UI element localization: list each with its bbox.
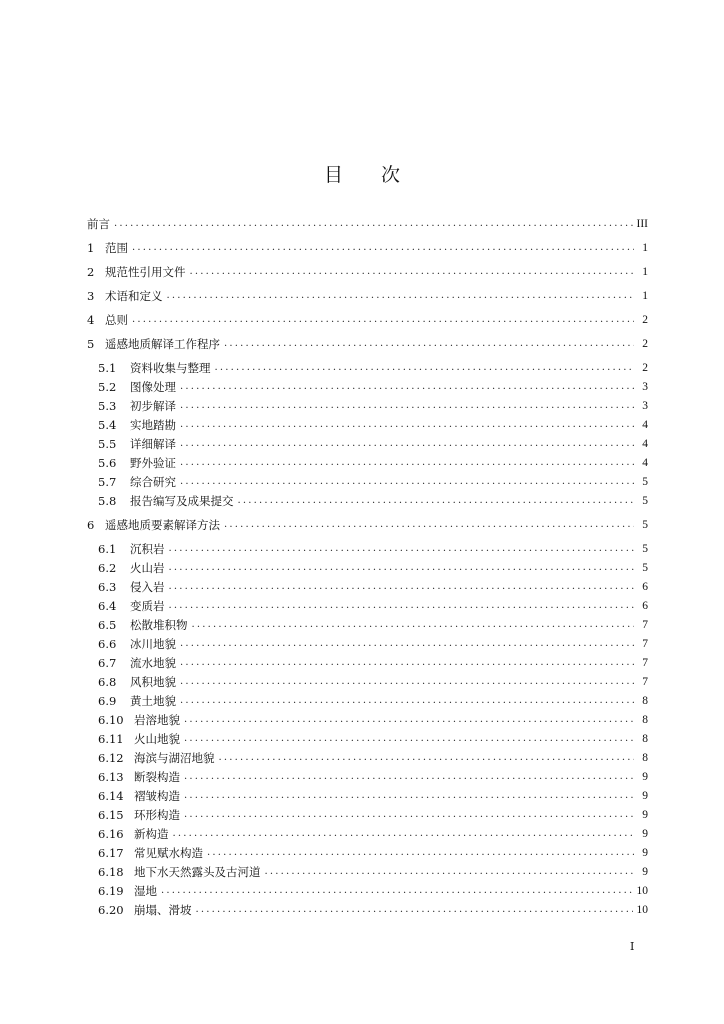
toc-entry-page: 9 bbox=[642, 828, 648, 840]
toc-entry[interactable] bbox=[87, 692, 648, 710]
toc-entry-label: 岩溶地貌 bbox=[134, 713, 180, 727]
toc-entry-label: 实地踏勘 bbox=[130, 418, 176, 432]
toc-entry-number: 6.20 bbox=[98, 903, 124, 917]
toc-entry-page: 6 bbox=[642, 581, 648, 593]
toc-entry-page: 10 bbox=[636, 904, 648, 916]
title-left-char: 目 bbox=[323, 164, 343, 186]
toc-leader-dots bbox=[180, 673, 634, 691]
toc-entry-page: 8 bbox=[642, 714, 648, 726]
toc-leader-dots bbox=[169, 559, 635, 577]
toc-leader-dots bbox=[180, 378, 634, 396]
toc-leader-dots bbox=[167, 287, 635, 305]
toc-leader-dots bbox=[196, 901, 633, 919]
toc-leader-dots bbox=[180, 397, 634, 415]
toc-entry-number: 5.2 bbox=[98, 380, 117, 394]
toc-entry[interactable] bbox=[87, 559, 648, 577]
toc-entry[interactable] bbox=[87, 597, 648, 615]
toc-leader-dots bbox=[238, 492, 635, 510]
toc-entry[interactable] bbox=[87, 749, 648, 767]
toc-leader-dots bbox=[184, 711, 634, 729]
toc-leader-dots bbox=[184, 806, 634, 824]
toc-entry-label: 侵入岩 bbox=[130, 580, 165, 594]
toc-entry-label: 资料收集与整理 bbox=[130, 361, 211, 375]
toc-entry[interactable] bbox=[87, 435, 648, 453]
toc-leader-dots bbox=[169, 597, 635, 615]
toc-entry-page: 1 bbox=[642, 266, 648, 278]
toc-entry-label: 变质岩 bbox=[130, 599, 165, 613]
toc-entry[interactable] bbox=[87, 473, 648, 491]
toc-entry-page: 4 bbox=[642, 438, 648, 450]
toc-entry[interactable] bbox=[87, 454, 648, 472]
toc-entry-number: 6.13 bbox=[98, 770, 124, 784]
toc-entry[interactable] bbox=[87, 635, 648, 653]
toc-entry-page: 5 bbox=[642, 562, 648, 574]
toc-entry-label: 遥感地质要素解译方法 bbox=[105, 518, 220, 532]
toc-entry-page: III bbox=[636, 218, 648, 230]
toc-entry-number: 6 bbox=[87, 518, 95, 532]
toc-entry-page: 4 bbox=[642, 419, 648, 431]
toc-entry-label: 风积地貌 bbox=[130, 675, 176, 689]
toc-leader-dots bbox=[180, 454, 634, 472]
toc-entry-label: 综合研究 bbox=[130, 475, 176, 489]
toc-entry-label: 前言 bbox=[87, 217, 110, 231]
toc-leader-dots bbox=[132, 239, 634, 257]
toc-entry[interactable] bbox=[87, 673, 648, 691]
toc-entry-page: 8 bbox=[642, 752, 648, 764]
toc-leader-dots bbox=[192, 616, 635, 634]
toc-entry[interactable] bbox=[87, 287, 648, 305]
toc-entry-number: 6.11 bbox=[98, 732, 124, 746]
toc-entry-page: 9 bbox=[642, 809, 648, 821]
toc-entry-number: 5.1 bbox=[98, 361, 117, 375]
toc-entry[interactable] bbox=[87, 825, 648, 843]
toc-leader-dots bbox=[207, 844, 634, 862]
toc-leader-dots bbox=[184, 787, 634, 805]
toc-entry[interactable] bbox=[87, 239, 648, 257]
toc-leader-dots bbox=[190, 263, 635, 281]
toc-entry-label: 范围 bbox=[105, 241, 128, 255]
toc-entry-number: 6.6 bbox=[98, 637, 117, 651]
toc-leader-dots bbox=[180, 692, 634, 710]
toc-entry-page: 5 bbox=[642, 543, 648, 555]
toc-entry-page: 1 bbox=[642, 242, 648, 254]
toc-entry-number: 5.7 bbox=[98, 475, 117, 489]
toc-entry[interactable] bbox=[87, 215, 648, 233]
toc-entry-label: 总则 bbox=[105, 313, 128, 327]
toc-entry[interactable] bbox=[87, 397, 648, 415]
toc-entry-number: 5.6 bbox=[98, 456, 117, 470]
toc-entry[interactable] bbox=[87, 335, 648, 353]
toc-entry-number: 5.3 bbox=[98, 399, 117, 413]
toc-entry[interactable] bbox=[87, 806, 648, 824]
toc-entry-number: 6.8 bbox=[98, 675, 117, 689]
toc-entry-page: 10 bbox=[636, 885, 648, 897]
toc-entry-label: 松散堆积物 bbox=[130, 618, 188, 632]
toc-entry[interactable] bbox=[87, 616, 648, 634]
toc-leader-dots bbox=[180, 654, 634, 672]
toc-entry-number: 5.4 bbox=[98, 418, 117, 432]
toc-entry-page: 4 bbox=[642, 457, 648, 469]
toc-entry-number: 6.5 bbox=[98, 618, 117, 632]
toc-entry[interactable] bbox=[87, 540, 648, 558]
toc-entry-label: 崩塌、滑坡 bbox=[134, 903, 192, 917]
toc-entry-label: 沉积岩 bbox=[130, 542, 165, 556]
toc-leader-dots bbox=[184, 768, 634, 786]
toc-entry-label: 新构造 bbox=[134, 827, 169, 841]
toc-leader-dots bbox=[132, 311, 634, 329]
toc-entry-number: 6.17 bbox=[98, 846, 124, 860]
toc-entry-number: 6.15 bbox=[98, 808, 124, 822]
toc-entry-number: 6.1 bbox=[98, 542, 117, 556]
toc-leader-dots bbox=[224, 335, 634, 353]
toc-entry-number: 3 bbox=[87, 289, 95, 303]
toc-entry-page: 1 bbox=[642, 290, 648, 302]
toc-entry-label: 遥感地质解译工作程序 bbox=[105, 337, 220, 351]
toc-entry-page: 6 bbox=[642, 600, 648, 612]
toc-entry[interactable] bbox=[87, 654, 648, 672]
toc-entry-number: 5.8 bbox=[98, 494, 117, 508]
toc-entry-label: 黄土地貌 bbox=[130, 694, 176, 708]
toc-entry-number: 5.5 bbox=[98, 437, 117, 451]
toc-leader-dots bbox=[184, 730, 634, 748]
toc-entry-number: 6.14 bbox=[98, 789, 124, 803]
toc-leader-dots bbox=[161, 882, 633, 900]
toc-leader-dots bbox=[265, 863, 635, 881]
toc-entry-label: 常见赋水构造 bbox=[134, 846, 203, 860]
toc-entry[interactable] bbox=[87, 711, 648, 729]
toc-entry-number: 6.19 bbox=[98, 884, 124, 898]
toc-leader-dots bbox=[169, 540, 635, 558]
toc-entry-label: 褶皱构造 bbox=[134, 789, 180, 803]
toc-entry-number: 6.2 bbox=[98, 561, 117, 575]
toc-entry-number: 6.18 bbox=[98, 865, 124, 879]
toc-entry[interactable] bbox=[87, 882, 648, 900]
toc-entry-number: 6.7 bbox=[98, 656, 117, 670]
toc-entry-page: 8 bbox=[642, 733, 648, 745]
toc-entry[interactable] bbox=[87, 844, 648, 862]
toc-entry[interactable] bbox=[87, 863, 648, 881]
toc-entry-number: 5 bbox=[87, 337, 95, 351]
toc-entry-number: 6.3 bbox=[98, 580, 117, 594]
toc-entry-label: 流水地貌 bbox=[130, 656, 176, 670]
toc-leader-dots bbox=[180, 416, 634, 434]
toc-entry-number: 1 bbox=[87, 241, 95, 255]
toc-entry-label: 规范性引用文件 bbox=[105, 265, 186, 279]
toc-leader-dots bbox=[215, 359, 635, 377]
page-title bbox=[0, 160, 724, 187]
toc-entry-label: 报告编写及成果提交 bbox=[130, 494, 234, 508]
toc-entry-label: 湿地 bbox=[134, 884, 157, 898]
toc-entry-number: 2 bbox=[87, 265, 95, 279]
toc-entry-label: 火山岩 bbox=[130, 561, 165, 575]
toc-entry-number: 6.9 bbox=[98, 694, 117, 708]
toc-entry-page: 2 bbox=[642, 362, 648, 374]
toc-leader-dots bbox=[114, 215, 633, 233]
toc-entry[interactable] bbox=[87, 787, 648, 805]
toc-leader-dots bbox=[180, 635, 634, 653]
toc-entry[interactable] bbox=[87, 359, 648, 377]
toc-entry-number: 6.12 bbox=[98, 751, 124, 765]
toc-entry-page: 7 bbox=[642, 619, 648, 631]
toc-leader-dots bbox=[224, 516, 634, 534]
toc-entry-page: 3 bbox=[642, 381, 648, 393]
toc-entry-page: 5 bbox=[642, 495, 648, 507]
toc-entry-label: 海滨与湖沼地貌 bbox=[134, 751, 215, 765]
toc-entry-page: 2 bbox=[642, 338, 648, 350]
toc-entry-label: 术语和定义 bbox=[105, 289, 163, 303]
toc-entry[interactable] bbox=[87, 416, 648, 434]
toc-entry[interactable] bbox=[87, 263, 648, 281]
toc-entry[interactable] bbox=[87, 311, 648, 329]
toc-entry-page: 5 bbox=[642, 519, 648, 531]
toc-entry-page: 9 bbox=[642, 847, 648, 859]
toc-entry-number: 6.10 bbox=[98, 713, 124, 727]
toc-entry-page: 8 bbox=[642, 695, 648, 707]
toc-leader-dots bbox=[173, 825, 635, 843]
toc-entry[interactable] bbox=[87, 730, 648, 748]
toc-entry-label: 野外验证 bbox=[130, 456, 176, 470]
toc-entry-label: 详细解译 bbox=[130, 437, 176, 451]
toc-leader-dots bbox=[180, 473, 634, 491]
toc-entry-label: 火山地貌 bbox=[134, 732, 180, 746]
toc-entry[interactable] bbox=[87, 901, 648, 919]
toc-entry-number: 6.4 bbox=[98, 599, 117, 613]
toc-entry-page: 7 bbox=[642, 638, 648, 650]
toc-entry-label: 断裂构造 bbox=[134, 770, 180, 784]
toc-entry-page: 7 bbox=[642, 657, 648, 669]
toc-leader-dots bbox=[219, 749, 635, 767]
toc-entry-page: 9 bbox=[642, 790, 648, 802]
toc-entry-page: 9 bbox=[642, 771, 648, 783]
toc-entry-label: 冰川地貌 bbox=[130, 637, 176, 651]
title-right-char: 次 bbox=[381, 164, 401, 186]
toc-entry[interactable] bbox=[87, 516, 648, 534]
toc-entry[interactable] bbox=[87, 578, 648, 596]
toc-entry-page: 3 bbox=[642, 400, 648, 412]
footer-page-number: I bbox=[630, 940, 635, 953]
toc-entry-number: 6.16 bbox=[98, 827, 124, 841]
toc-entry-page: 2 bbox=[642, 314, 648, 326]
toc-leader-dots bbox=[180, 435, 634, 453]
toc-entry-number: 4 bbox=[87, 313, 95, 327]
toc-entry-label: 环形构造 bbox=[134, 808, 180, 822]
toc-entry-page: 5 bbox=[642, 476, 648, 488]
toc-entry-label: 图像处理 bbox=[130, 380, 176, 394]
toc-entry-page: 7 bbox=[642, 676, 648, 688]
toc-entry-label: 初步解译 bbox=[130, 399, 176, 413]
toc-entry[interactable] bbox=[87, 768, 648, 786]
toc-entry[interactable] bbox=[87, 378, 648, 396]
toc-entry-label: 地下水天然露头及古河道 bbox=[134, 865, 261, 879]
toc-leader-dots bbox=[169, 578, 635, 596]
toc-entry[interactable] bbox=[87, 492, 648, 510]
toc-entry-page: 9 bbox=[642, 866, 648, 878]
